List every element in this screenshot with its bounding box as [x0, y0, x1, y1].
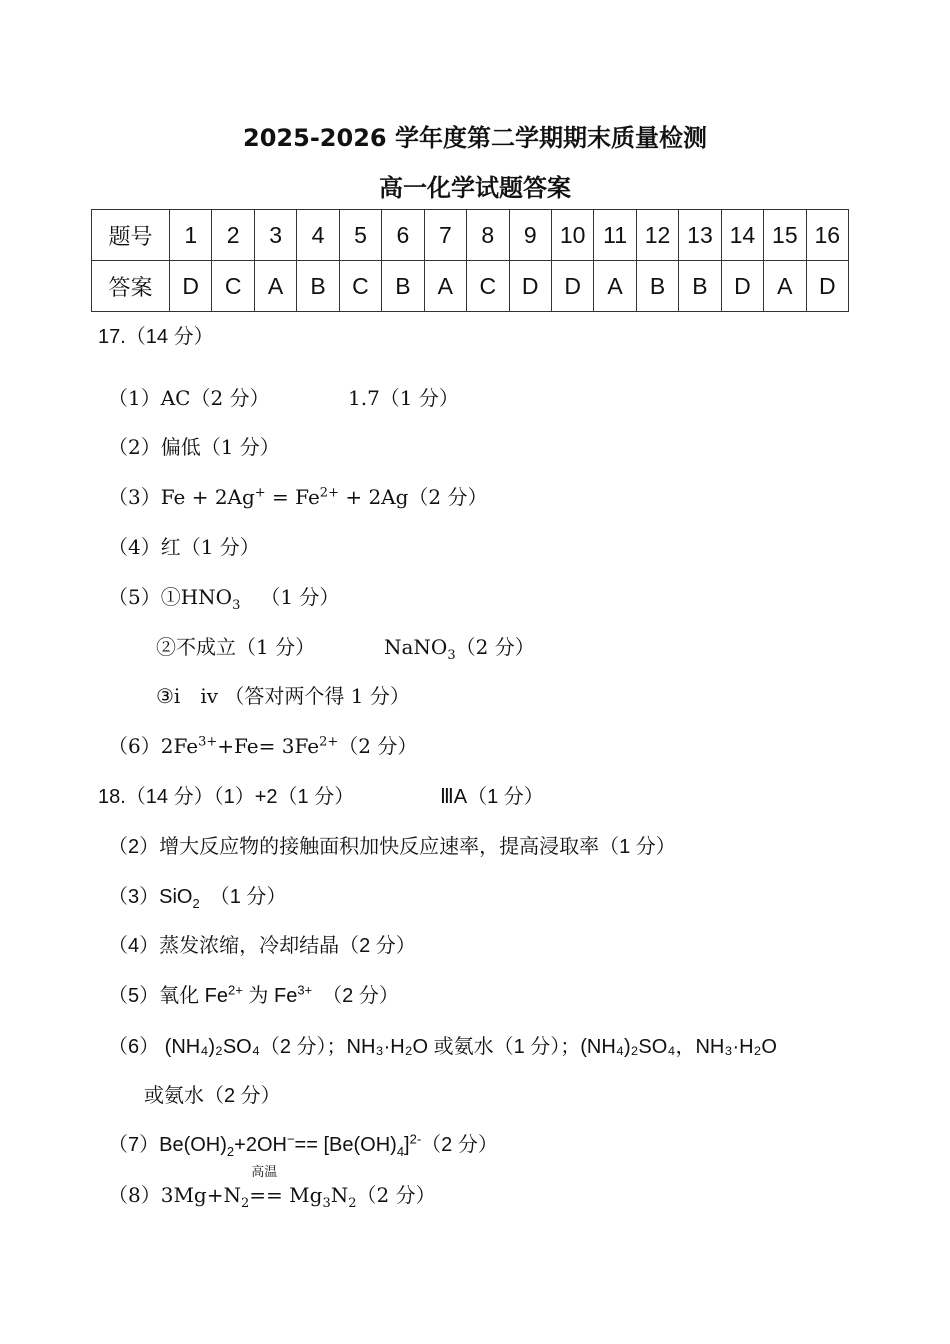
q17-part5-2-formula: NaNO$_3$（2 分） — [384, 635, 535, 663]
answer-cell: A — [254, 261, 296, 312]
q17-part3: $(3)Fe + 2Ag^+ = Fe^{2+} + 2Ag(2$ 分） — [108, 485, 488, 509]
q18-part7: $(7)Be(OH)_2+2OH^-== [Be(OH)_4]^{2-}(2$ 分） — [108, 1131, 498, 1159]
question-number: 9 — [509, 210, 551, 261]
q17-header: 17.（14 分） — [98, 326, 214, 348]
q18-part6-line2: 或氨水（2 分） — [144, 1085, 281, 1107]
question-number: 7 — [424, 210, 466, 261]
answer-row — [92, 261, 849, 312]
answer-cell: D — [551, 261, 593, 312]
q17-part5-3: ③i iv （答对两个得 1 分） — [156, 684, 410, 708]
q18-part6-line1: （6） (NH₄)₂SO₄（2 分）；NH₃·H₂O 或氨水（1 分）；(NH₄)₂SO₄，NH₃·H₂O — [108, 1036, 777, 1058]
q17-part4: （4）红（1 分） — [108, 535, 260, 559]
q18-part1-group: ⅢA（1 分） — [440, 786, 544, 808]
question-number: 3 — [254, 210, 296, 261]
question-number: 4 — [297, 210, 339, 261]
answer-cell: D — [170, 261, 212, 312]
q17-part1-answer: （1）AC（2 分） — [108, 386, 270, 410]
question-number: 15 — [764, 210, 806, 261]
question-number: 13 — [679, 210, 721, 261]
q17-part5-1: $(5)①HNO_3$ （1 分） — [108, 585, 340, 613]
reaction-condition: 高温 == — [249, 1165, 283, 1207]
answer-cell: D — [721, 261, 763, 312]
question-number: 8 — [467, 210, 509, 261]
question-number: 6 — [382, 210, 424, 261]
document-subtitle: 高一化学试题答案 — [379, 174, 571, 202]
q18-header: 18.（14 分）（1）+2（1 分） — [98, 786, 355, 808]
question-number: 11 — [594, 210, 636, 261]
answer-cell: A — [424, 261, 466, 312]
answer-cell: B — [636, 261, 678, 312]
answer-cell: B — [679, 261, 721, 312]
answer-cell: A — [594, 261, 636, 312]
q18-part5: （5）氧化 $Fe^{2+}$ 为 $Fe^{3+}$ （2 分） — [108, 982, 399, 1007]
answer-cell: C — [339, 261, 381, 312]
q17-part1-value: 1.7（1 分） — [348, 386, 459, 410]
answer-cell: B — [297, 261, 339, 312]
answer-cell: A — [764, 261, 806, 312]
answer-cell: C — [467, 261, 509, 312]
answer-table — [91, 209, 849, 312]
q18-part2: （2）增大反应物的接触面积加快反应速率，提高浸取率（1 分） — [108, 836, 676, 858]
q17-part5-2: ②不成立（1 分） — [156, 635, 316, 659]
question-number: 16 — [806, 210, 848, 261]
row-label-number: 题号 — [92, 210, 170, 261]
q18-part8: $(8)3Mg+N_2$ 高温 == $Mg_3N_2(2$ 分） — [108, 1165, 436, 1211]
q18-part3: （3）SiO$_2$ （1 分） — [108, 886, 287, 911]
q17-part2: （2）偏低（1 分） — [108, 435, 280, 459]
answer-cell: D — [509, 261, 551, 312]
document-title: 2025-2026 学年度第二学期期末质量检测 — [243, 124, 707, 152]
answer-cell: D — [806, 261, 848, 312]
question-number: 10 — [551, 210, 593, 261]
row-label-answer: 答案 — [92, 261, 170, 312]
question-number: 1 — [170, 210, 212, 261]
question-number: 12 — [636, 210, 678, 261]
answer-cell: C — [212, 261, 254, 312]
answer-cell: B — [382, 261, 424, 312]
question-number: 5 — [339, 210, 381, 261]
q18-part4: （4）蒸发浓缩，冷却结晶（2 分） — [108, 935, 416, 957]
q17-part6: $(6)2Fe^{3+}+Fe= 3Fe^{2+}(2$ 分） — [108, 734, 418, 758]
question-number: 14 — [721, 210, 763, 261]
question-number: 2 — [212, 210, 254, 261]
question-number-row — [92, 210, 849, 261]
